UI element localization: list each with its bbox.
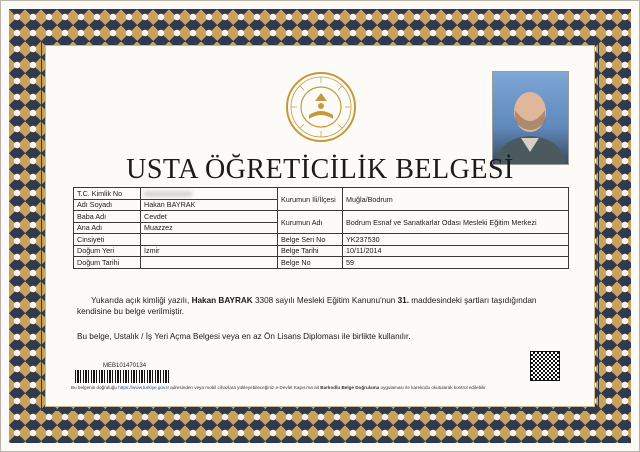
statement-name: Hakan BAYRAK (191, 296, 253, 305)
footer-suffix: uygulaması ile karekodu okutularak kontrol edilebilir. (379, 385, 487, 390)
certificate-title: USTA ÖĞRETİCİLİK BELGESİ (126, 154, 514, 185)
person-silhouette-icon (493, 72, 568, 164)
certificate-statement (77, 295, 567, 317)
table-row (74, 188, 569, 200)
tc-value-masked: ●●●●●●●●●●● (144, 188, 192, 198)
barcode-icon (75, 370, 171, 383)
institution-city-value: Muğla/Bodrum (343, 188, 569, 211)
institution-name-value: Bodrum Esnaf ve Sanatkarlar Odası Mesleki Eğitim Merkezi (343, 211, 569, 234)
birthplace-label: Doğum Yeri (74, 245, 141, 257)
gender-value (141, 234, 278, 246)
table-row (74, 211, 569, 223)
name-value: Hakan BAYRAK (141, 199, 278, 211)
tc-value (141, 188, 278, 200)
footer-prefix: Bu belgenin doğruluğu (71, 385, 119, 390)
statement-article: 31. (397, 296, 410, 305)
table-row (74, 234, 569, 246)
date-value: 10/11/2014 (343, 245, 569, 257)
gender-label: Cinsiyeti (74, 234, 141, 246)
birthdate-label: Doğum Tarihi (74, 257, 141, 269)
institution-city-label: Kurumun İli/İlçesi (278, 188, 343, 211)
name-label: Adı Soyadı (74, 199, 141, 211)
mother-label: Ana Adı (74, 222, 141, 234)
ministry-seal-icon (285, 71, 357, 143)
serial-label: Belge Seri No (278, 234, 343, 246)
statement-intro: Yukarıda açık kimliği yazılı, (91, 296, 192, 305)
institution-name-label: Kurumun Adı (278, 211, 343, 234)
qr-code-icon (530, 351, 560, 381)
person-photo (492, 71, 569, 165)
footer-middle: adresinden veya mobil cihazlara yükleyebileceğiniz e-Devlet Kapısı'na ait (168, 385, 321, 390)
verification-footer (71, 385, 571, 390)
mother-value: Muazzez (141, 222, 278, 234)
footer-app-name: Barkodlu Belge Doğrulama (320, 385, 380, 390)
date-label: Belge Tarihi (278, 245, 343, 257)
birthdate-value (141, 257, 278, 269)
father-label: Baba Adı (74, 211, 141, 223)
barcode-number: MEB10147013​4 (103, 363, 147, 369)
verification-link[interactable]: https://www.turkiye.gov.tr (118, 385, 169, 390)
no-label: Belge No (278, 257, 343, 269)
usage-note: Bu belge, Ustalık / İş Yeri Açma Belgesi veya en az Ön Lisans Diploması ile birlikte kullanılır. (77, 332, 411, 341)
table-row (74, 257, 569, 269)
father-value: Cevdet (141, 211, 278, 223)
statement-end: maddesindeki şartları taşıdığından kendisine bu belge verilmiştir. (77, 296, 537, 316)
personal-info-table (73, 187, 569, 269)
serial-value: YK237530 (343, 234, 569, 246)
statement-law: 3308 sayılı Mesleki Eğitim Kanunu'nun (252, 296, 398, 305)
birthplace-value: İzmir (141, 245, 278, 257)
table-row (74, 245, 569, 257)
no-value: 59 (343, 257, 569, 269)
tc-label: T.C. Kimlik No (74, 188, 141, 200)
